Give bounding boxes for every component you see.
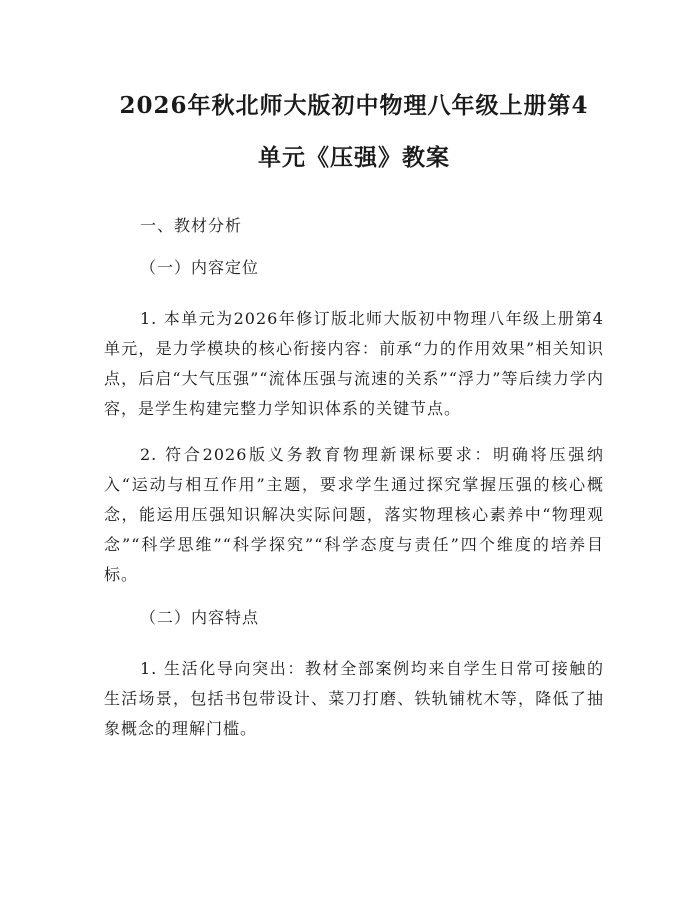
subsection-heading-content-features: （二）内容特点 xyxy=(140,608,260,627)
paragraph-features-1: 1. 生活化导向突出：教材全部案例均来自学生日常可接触的生活场景，包括书包带设计、菜刀打磨、铁轨铺枕木等，降低了抽象概念的理解门槛。 xyxy=(104,659,604,738)
paragraph-positioning-1: 1. 本单元为2026年修订版北师大版初中物理八年级上册第4单元，是力学模块的核心衔接内容：前承“力的作用效果”相关知识点，后启“大气压强”“流体压强与流速的关系”“浮力”等后续力学内容，是学生构建完整力学知识体系的关键节点。 xyxy=(104,309,604,418)
title-line-1: 2026年秋北师大版初中物理八年级上册第4 xyxy=(119,92,589,119)
paragraph-positioning-2: 2. 符合2026版义务教育物理新课标要求：明确将压强纳入“运动与相互作用”主题，要求学生通过探究掌握压强的核心概念，能运用压强知识解决实际问题，落实物理核心素养中“物理观念”“科学思维”“科学探究”“科学态度与责任”四个维度的培养目标。 xyxy=(104,445,604,584)
title-line-2: 单元《压强》教案 xyxy=(258,144,450,171)
document-title xyxy=(104,80,604,184)
subsection-heading-content-positioning: （一）内容定位 xyxy=(140,258,260,277)
section-heading-textbook-analysis: 一、教材分析 xyxy=(140,216,243,235)
